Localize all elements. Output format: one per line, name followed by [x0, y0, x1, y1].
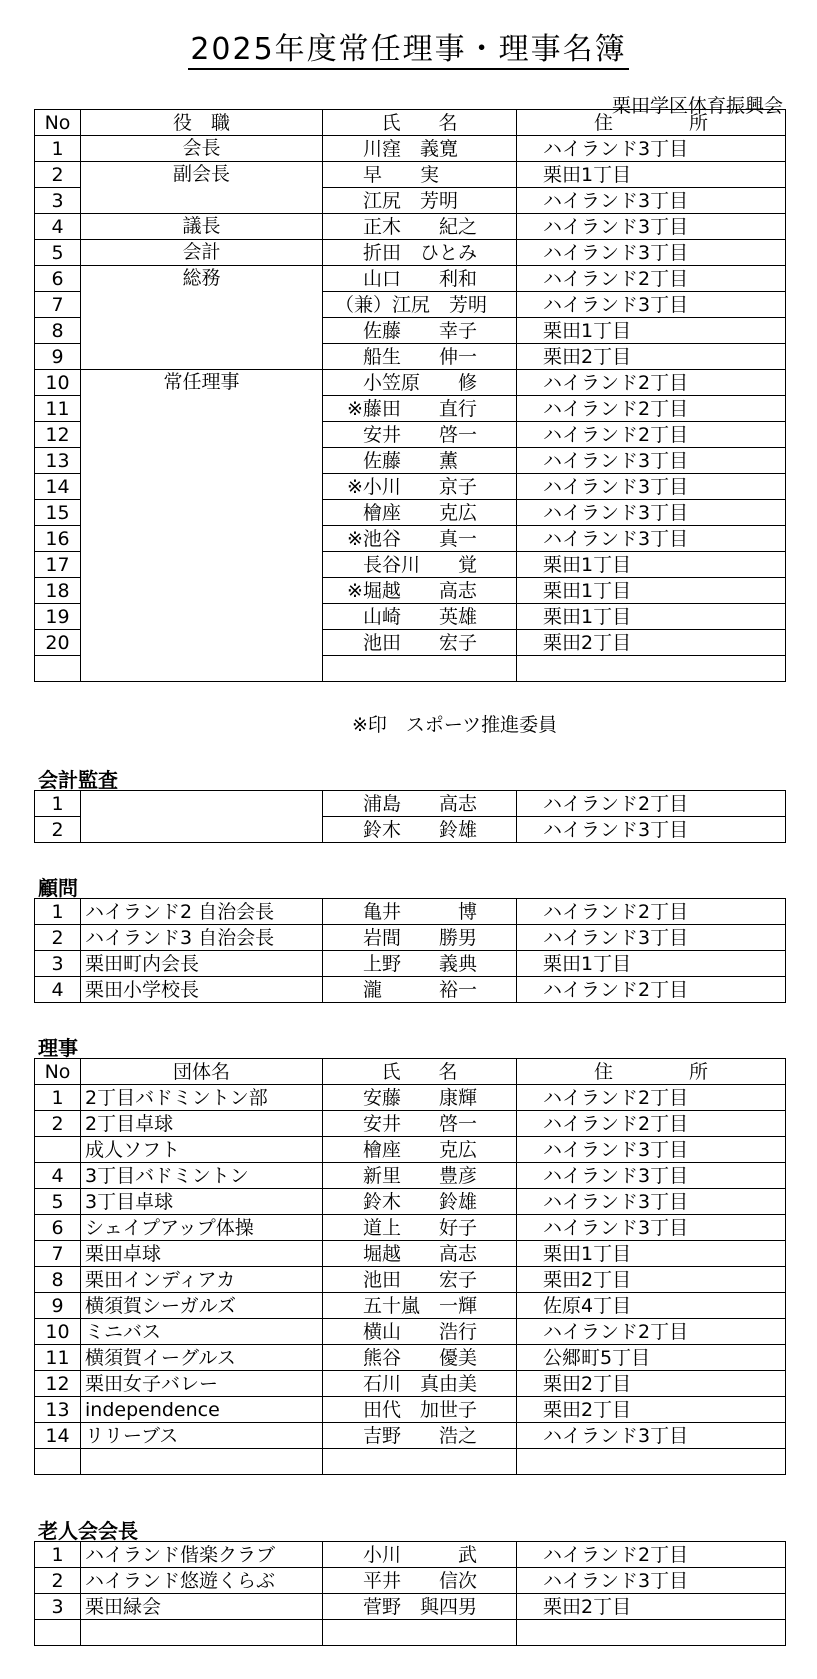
- name-cell: 新里 豊彦: [323, 1163, 517, 1189]
- table-row: [35, 1189, 786, 1215]
- address-cell: ハイランド2丁目: [517, 1542, 786, 1568]
- group-cell: 3丁目卓球: [81, 1189, 323, 1215]
- name-cell: 浦島 高志: [323, 791, 517, 817]
- table-row: [35, 1163, 786, 1189]
- name-cell: 瀧 裕一: [323, 977, 517, 1003]
- advisors-table: [34, 898, 786, 1003]
- note-text: ※印 スポーツ推進委員: [352, 714, 558, 736]
- address-cell: ハイランド2丁目: [517, 370, 786, 396]
- table-row-empty: [35, 1620, 786, 1646]
- table-row: [35, 292, 786, 318]
- table-row: [35, 817, 786, 843]
- name-cell: 小笠原 修: [323, 370, 517, 396]
- address-cell: ハイランド3丁目: [517, 448, 786, 474]
- role-cell: [81, 817, 323, 843]
- group-cell: 横須賀シーガルズ: [81, 1293, 323, 1319]
- name-cell: 小川 武: [323, 1542, 517, 1568]
- table-row: [35, 791, 786, 817]
- name-cell: 川窪 義寛: [323, 136, 517, 162]
- header-no: No: [35, 110, 81, 136]
- name-cell: 江尻 芳明: [323, 188, 517, 214]
- table-header-row: [35, 1059, 786, 1085]
- address-cell: ハイランド3丁目: [517, 474, 786, 500]
- address-cell: 佐原4丁目: [517, 1293, 786, 1319]
- role-cell: ハイランド2 自治会長: [81, 899, 323, 925]
- row-no: 17: [35, 552, 81, 578]
- name-cell: 田代 加世子: [323, 1397, 517, 1423]
- row-no: 1: [35, 1085, 81, 1111]
- name-cell: 長谷川 覚: [323, 552, 517, 578]
- name-cell: 檜座 克広: [323, 500, 517, 526]
- table-row: [35, 344, 786, 370]
- row-no: 14: [35, 1423, 81, 1449]
- role-cell: 常任理事: [81, 370, 323, 682]
- address-cell: 栗田1丁目: [517, 552, 786, 578]
- table-row: [35, 1293, 786, 1319]
- address-cell: ハイランド2丁目: [517, 266, 786, 292]
- name-cell: 早 実: [323, 162, 517, 188]
- name-cell: 上野 義典: [323, 951, 517, 977]
- role-cell: 副会長: [81, 162, 323, 188]
- address-cell: ハイランド3丁目: [517, 136, 786, 162]
- address-cell: ハイランド3丁目: [517, 1189, 786, 1215]
- row-no: 13: [35, 1397, 81, 1423]
- group-cell: ミニバス: [81, 1319, 323, 1345]
- row-no: 1: [35, 1542, 81, 1568]
- elders-table: [34, 1541, 786, 1646]
- row-no: 2: [35, 1568, 81, 1594]
- role-cell: [81, 791, 323, 817]
- group-cell: ハイランド悠遊くらぶ: [81, 1568, 323, 1594]
- audit-heading: 会計監査: [38, 768, 118, 792]
- row-no: [35, 1137, 81, 1163]
- row-no: 20: [35, 630, 81, 656]
- name-cell: 石川 真由美: [323, 1371, 517, 1397]
- header-group: 団体名: [81, 1059, 323, 1085]
- header-name: 氏 名: [323, 110, 517, 136]
- name-cell: 檜座 克広: [323, 1137, 517, 1163]
- row-no: 9: [35, 344, 81, 370]
- row-no: 6: [35, 1215, 81, 1241]
- name-cell: ※池谷 真一: [323, 526, 517, 552]
- name-cell: 山口 利和: [323, 266, 517, 292]
- name-cell: 安井 啓一: [323, 1111, 517, 1137]
- address-cell: ハイランド2丁目: [517, 1111, 786, 1137]
- table-row: [35, 1542, 786, 1568]
- name-cell: 池田 宏子: [323, 1267, 517, 1293]
- name-cell: （兼）江尻 芳明: [323, 292, 517, 318]
- address-cell: ハイランド2丁目: [517, 899, 786, 925]
- row-no: 15: [35, 500, 81, 526]
- role-cell: 議長: [81, 214, 323, 240]
- header-role: 役 職: [81, 110, 323, 136]
- table-row: [35, 1267, 786, 1293]
- table-row: [35, 1423, 786, 1449]
- name-cell: 折田 ひとみ: [323, 240, 517, 266]
- directors-heading: 理事: [38, 1036, 78, 1060]
- organization-name: 栗田学区体育振興会: [611, 95, 783, 117]
- row-no: 2: [35, 925, 81, 951]
- table-row: [35, 162, 786, 188]
- main-officers-table: [34, 109, 786, 682]
- row-no: 2: [35, 1111, 81, 1137]
- table-row: [35, 318, 786, 344]
- address-cell: ハイランド3丁目: [517, 292, 786, 318]
- row-no: 4: [35, 977, 81, 1003]
- row-no: 1: [35, 899, 81, 925]
- name-cell: 池田 宏子: [323, 630, 517, 656]
- name-cell: 佐藤 幸子: [323, 318, 517, 344]
- address-cell: ハイランド3丁目: [517, 188, 786, 214]
- address-cell: 栗田2丁目: [517, 1397, 786, 1423]
- row-no: 19: [35, 604, 81, 630]
- advisors-heading: 顧問: [38, 876, 78, 900]
- name-cell: 安藤 康輝: [323, 1085, 517, 1111]
- table-row: [35, 1345, 786, 1371]
- row-no: 7: [35, 1241, 81, 1267]
- table-row: [35, 188, 786, 214]
- address-cell: 栗田1丁目: [517, 604, 786, 630]
- audit-table: [34, 790, 786, 843]
- row-no: 10: [35, 1319, 81, 1345]
- address-cell: 栗田2丁目: [517, 1267, 786, 1293]
- table-row: [35, 1371, 786, 1397]
- address-cell: 栗田1丁目: [517, 318, 786, 344]
- table-row: [35, 951, 786, 977]
- group-cell: 栗田緑会: [81, 1594, 323, 1620]
- row-no: 9: [35, 1293, 81, 1319]
- row-no: 4: [35, 1163, 81, 1189]
- name-cell: 熊谷 優美: [323, 1345, 517, 1371]
- role-cell: ハイランド3 自治会長: [81, 925, 323, 951]
- address-cell: ハイランド3丁目: [517, 500, 786, 526]
- group-cell: 栗田インディアカ: [81, 1267, 323, 1293]
- row-no: 18: [35, 578, 81, 604]
- row-no: 12: [35, 422, 81, 448]
- row-no: 5: [35, 1189, 81, 1215]
- name-cell: 山崎 英雄: [323, 604, 517, 630]
- role-cell: 会計: [81, 240, 323, 266]
- group-cell: 2丁目卓球: [81, 1111, 323, 1137]
- role-cell: [81, 188, 323, 214]
- address-cell: ハイランド2丁目: [517, 422, 786, 448]
- row-no: 16: [35, 526, 81, 552]
- role-cell: 栗田小学校長: [81, 977, 323, 1003]
- directors-table: [34, 1058, 786, 1475]
- page-title: 2025年度常任理事・理事名簿: [0, 24, 817, 68]
- name-cell: 道上 好子: [323, 1215, 517, 1241]
- table-row-empty: [35, 1449, 786, 1475]
- header-name: 氏 名: [323, 1059, 517, 1085]
- table-row: [35, 1085, 786, 1111]
- address-cell: ハイランド3丁目: [517, 1163, 786, 1189]
- address-cell: ハイランド3丁目: [517, 817, 786, 843]
- row-no: 3: [35, 1594, 81, 1620]
- header-address: 住 所: [517, 110, 786, 136]
- address-cell: 栗田1丁目: [517, 951, 786, 977]
- table-row: [35, 1319, 786, 1345]
- group-cell: 成人ソフト: [81, 1137, 323, 1163]
- name-cell: ※藤田 直行: [323, 396, 517, 422]
- name-cell: 正木 紀之: [323, 214, 517, 240]
- address-cell: ハイランド3丁目: [517, 1215, 786, 1241]
- name-cell: 鈴木 鈴雄: [323, 1189, 517, 1215]
- role-cell: [81, 318, 323, 344]
- row-no: 8: [35, 318, 81, 344]
- row-no: 8: [35, 1267, 81, 1293]
- address-cell: ハイランド3丁目: [517, 1568, 786, 1594]
- role-cell: [81, 344, 323, 370]
- address-cell: ハイランド2丁目: [517, 396, 786, 422]
- group-cell: ハイランド偕楽クラブ: [81, 1542, 323, 1568]
- table-row: [35, 1594, 786, 1620]
- row-no: 2: [35, 817, 81, 843]
- address-cell: 栗田2丁目: [517, 1594, 786, 1620]
- row-no: 11: [35, 396, 81, 422]
- name-cell: 船生 伸一: [323, 344, 517, 370]
- row-no: 3: [35, 188, 81, 214]
- table-row: [35, 240, 786, 266]
- name-cell: 菅野 與四男: [323, 1594, 517, 1620]
- row-no: 4: [35, 214, 81, 240]
- row-no: 14: [35, 474, 81, 500]
- address-cell: ハイランド2丁目: [517, 791, 786, 817]
- row-no: 13: [35, 448, 81, 474]
- name-cell: ※堀越 高志: [323, 578, 517, 604]
- role-cell: 栗田町内会長: [81, 951, 323, 977]
- address-cell: ハイランド3丁目: [517, 925, 786, 951]
- address-cell: 公郷町5丁目: [517, 1345, 786, 1371]
- row-no: 7: [35, 292, 81, 318]
- address-cell: 栗田1丁目: [517, 162, 786, 188]
- address-cell: 栗田2丁目: [517, 344, 786, 370]
- table-row: [35, 1111, 786, 1137]
- address-cell: 栗田1丁目: [517, 578, 786, 604]
- role-cell: 会長: [81, 136, 323, 162]
- name-cell: 吉野 浩之: [323, 1423, 517, 1449]
- row-no: 1: [35, 791, 81, 817]
- table-row: [35, 370, 786, 396]
- row-no: 2: [35, 162, 81, 188]
- group-cell: リリーブス: [81, 1423, 323, 1449]
- group-cell: independence: [81, 1397, 323, 1423]
- row-no: 12: [35, 1371, 81, 1397]
- address-cell: ハイランド2丁目: [517, 977, 786, 1003]
- name-cell: 五十嵐 一輝: [323, 1293, 517, 1319]
- address-cell: 栗田1丁目: [517, 1241, 786, 1267]
- header-no: No: [35, 1059, 81, 1085]
- name-cell: 鈴木 鈴雄: [323, 817, 517, 843]
- address-cell: 栗田2丁目: [517, 1371, 786, 1397]
- table-row: [35, 1241, 786, 1267]
- name-cell: 横山 浩行: [323, 1319, 517, 1345]
- table-row: [35, 214, 786, 240]
- group-cell: シェイプアップ体操: [81, 1215, 323, 1241]
- name-cell: 佐藤 薫: [323, 448, 517, 474]
- address-cell: 栗田2丁目: [517, 630, 786, 656]
- row-no: 1: [35, 136, 81, 162]
- address-cell: ハイランド3丁目: [517, 1137, 786, 1163]
- role-cell: [81, 292, 323, 318]
- group-cell: 栗田女子バレー: [81, 1371, 323, 1397]
- table-row: [35, 1137, 786, 1163]
- table-row: [35, 136, 786, 162]
- table-row: [35, 1215, 786, 1241]
- name-cell: ※小川 京子: [323, 474, 517, 500]
- address-cell: ハイランド3丁目: [517, 526, 786, 552]
- group-cell: 2丁目バドミントン部: [81, 1085, 323, 1111]
- name-cell: 安井 啓一: [323, 422, 517, 448]
- group-cell: 3丁目バドミントン: [81, 1163, 323, 1189]
- row-no: 5: [35, 240, 81, 266]
- name-cell: 岩間 勝男: [323, 925, 517, 951]
- role-cell: 総務: [81, 266, 323, 292]
- address-cell: ハイランド3丁目: [517, 1423, 786, 1449]
- name-cell: 平井 信次: [323, 1568, 517, 1594]
- table-row: [35, 266, 786, 292]
- row-no: 11: [35, 1345, 81, 1371]
- address-cell: ハイランド3丁目: [517, 214, 786, 240]
- elders-heading: 老人会会長: [38, 1519, 138, 1543]
- row-no: 6: [35, 266, 81, 292]
- row-no: 3: [35, 951, 81, 977]
- name-cell: 亀井 博: [323, 899, 517, 925]
- address-cell: ハイランド2丁目: [517, 1085, 786, 1111]
- table-row: [35, 977, 786, 1003]
- address-cell: ハイランド2丁目: [517, 1319, 786, 1345]
- group-cell: 栗田卓球: [81, 1241, 323, 1267]
- row-no: 10: [35, 370, 81, 396]
- table-row: [35, 899, 786, 925]
- table-header-row: [35, 110, 786, 136]
- group-cell: 横須賀イーグルス: [81, 1345, 323, 1371]
- table-row: [35, 1397, 786, 1423]
- table-row: [35, 1568, 786, 1594]
- address-cell: ハイランド3丁目: [517, 240, 786, 266]
- table-row: [35, 925, 786, 951]
- header-address: 住 所: [517, 1059, 786, 1085]
- name-cell: 堀越 高志: [323, 1241, 517, 1267]
